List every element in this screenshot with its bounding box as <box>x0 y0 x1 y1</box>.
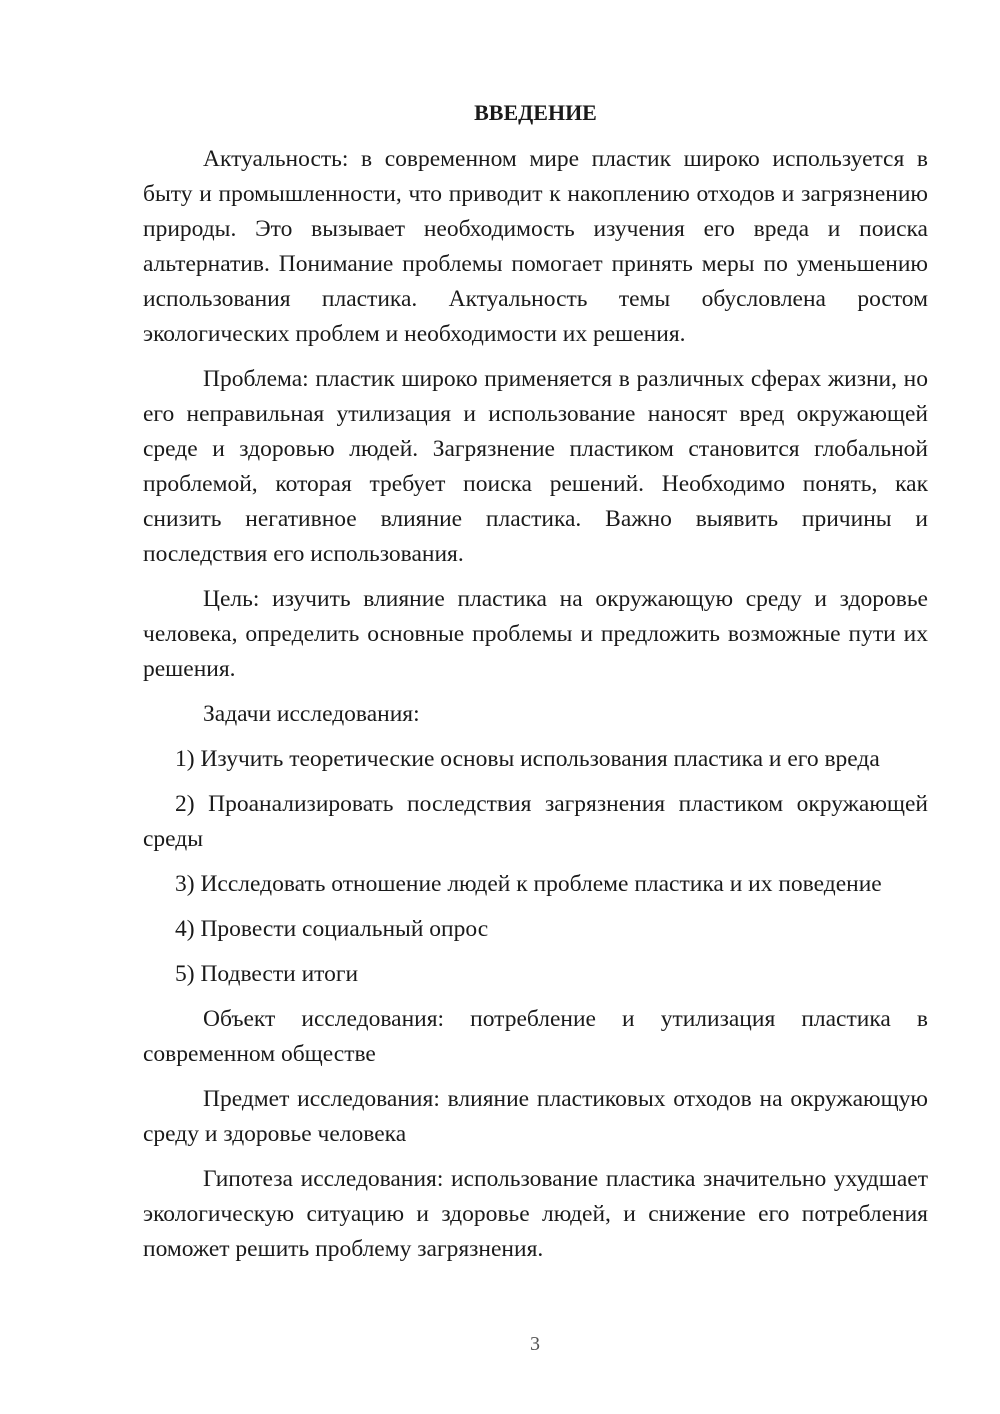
task-item-1: 1) Изучить теоретические основы использования пластика и его вреда <box>175 746 880 772</box>
subject-paragraph: Предмет исследования: влияние пластиковых отходов на окружающую среду и здоровье человека <box>143 1086 928 1147</box>
task-item-3: 3) Исследовать отношение людей к проблеме пластика и их поведение <box>175 871 882 897</box>
page-number: 3 <box>530 1333 540 1355</box>
relevance-paragraph: Актуальность: в современном мире пластик широко используется в быту и промышленности, что приводит к накоплению отходов и загрязнению природы. Это вызывает необходимость изучения его вреда и поиска альтернатив. Понимание проблемы помогает принять меры по уменьшению использования пластика. Актуальность темы обусловлена ростом экологических проблем и необходимости их решения. <box>143 146 928 347</box>
page-title: ВВЕДЕНИЕ <box>474 100 597 125</box>
task-item-2: 2) Проанализировать последствия загрязнения пластиком окружающей среды <box>143 791 928 852</box>
problem-paragraph: Проблема: пластик широко применяется в различных сферах жизни, но его неправильная утилизация и использование наносят вред окружающей среде и здоровью людей. Загрязнение пластиком становится глобальной проблемой, которая требует поиска решений. Необходимо понять, как снизить негативное влияние пластика. Важно выявить причины и последствия его использования. <box>143 366 928 567</box>
task-item-5: 5) Подвести итоги <box>175 961 359 987</box>
task-item-4: 4) Провести социальный опрос <box>175 916 489 942</box>
tasks-heading: Задачи исследования: <box>203 701 420 727</box>
object-paragraph: Объект исследования: потребление и утилизация пластика в современном обществе <box>143 1006 928 1067</box>
document-body <box>143 95 928 1277</box>
goal-paragraph: Цель: изучить влияние пластика на окружающую среду и здоровье человека, определить основные проблемы и предложить возможные пути их решения. <box>143 586 928 682</box>
hypothesis-paragraph: Гипотеза исследования: использование пластика значительно ухудшает экологическую ситуацию и здоровье людей, и снижение его потребления поможет решить проблему загрязнения. <box>143 1166 928 1262</box>
